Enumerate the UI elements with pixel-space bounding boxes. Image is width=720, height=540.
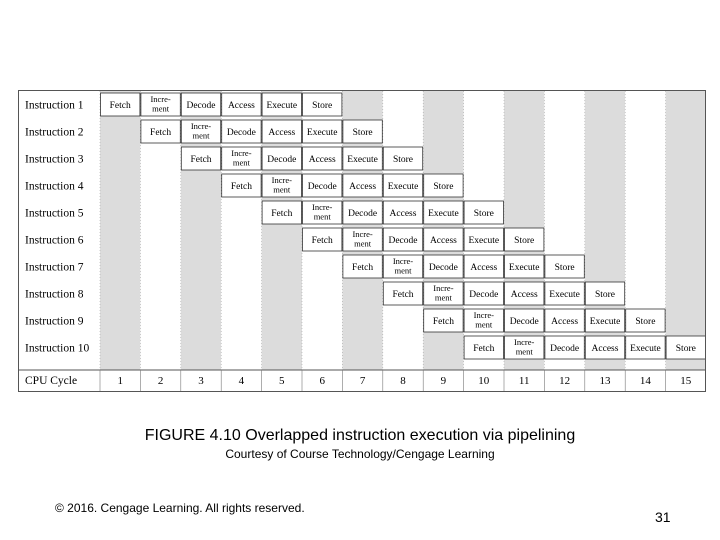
stage-label: Decode [226, 128, 256, 138]
stage-label: Store [352, 128, 373, 138]
stage-label: Store [433, 182, 454, 192]
cycle-number: 15 [680, 375, 692, 387]
stage-label: Decode [307, 182, 337, 192]
stage-label: Incre-ment [190, 121, 212, 141]
instruction-label: Instruction 7 [25, 261, 84, 274]
stage-label: Incre-ment [312, 202, 333, 222]
figure-caption: FIGURE 4.10 Overlapped instruction execution via pipelining [144, 427, 576, 444]
stage-label: Execute [347, 155, 378, 165]
stage-label: Execute [428, 209, 459, 219]
stage-label: Decode [469, 290, 499, 300]
stage-label: Execute [508, 263, 540, 273]
instruction-label: Instruction 2 [25, 126, 84, 139]
stage-label: Store [473, 209, 494, 219]
copyright-notice: © 2016. Cengage Learning. All rights reserved. [55, 501, 305, 515]
stage-label: Incre-ment [231, 148, 252, 168]
cycle-number: 5 [279, 375, 285, 387]
cycle-number: 8 [400, 375, 406, 387]
stage-label: Incre-ment [271, 175, 292, 195]
figure-credit: Courtesy of Course Technology/Cengage Learning [225, 447, 495, 461]
instruction-label: Instruction 3 [25, 153, 84, 166]
stage-label: Access [429, 236, 457, 246]
instruction-label: Instruction 9 [25, 315, 84, 328]
stage-label: Access [389, 209, 417, 219]
stage-label: Fetch [352, 263, 374, 273]
instruction-label: Instruction 8 [25, 288, 84, 301]
stage-label: Fetch [190, 155, 212, 165]
pipeline-figure [18, 90, 706, 392]
instruction-label: Instruction 4 [25, 180, 84, 193]
cycle-axis-label: CPU Cycle [25, 375, 78, 387]
cycle-number: 14 [639, 375, 651, 387]
cycle-number: 7 [359, 375, 366, 387]
stage-label: Fetch [109, 101, 131, 111]
stage-label: Execute [549, 290, 580, 300]
stage-label: Decode [267, 155, 297, 165]
stage-label: Access [470, 263, 498, 273]
cycle-number: 10 [478, 375, 490, 387]
stage-label: Store [312, 101, 333, 111]
stage-label: Fetch [230, 182, 252, 192]
cycle-number: 3 [198, 375, 204, 387]
stage-label: Incre-ment [433, 283, 454, 303]
stage-label: Access [308, 155, 336, 165]
stage-label: Store [554, 263, 575, 273]
stage-label: Decode [186, 101, 216, 111]
stage-label: Fetch [311, 236, 333, 246]
stage-label: Execute [306, 128, 338, 138]
stage-label: Decode [428, 263, 458, 273]
cycle-number: 13 [599, 375, 611, 387]
stage-label: Store [594, 290, 616, 300]
stage-label: Access [591, 344, 619, 354]
pipeline-diagram [19, 91, 705, 391]
stage-label: Execute [266, 101, 298, 111]
cycle-column-bg [100, 91, 140, 370]
stage-label: Incre-ment [473, 310, 494, 330]
stage-label: Store [514, 236, 535, 246]
stage-label: Fetch [473, 344, 495, 354]
stage-label: Access [551, 317, 579, 327]
stage-label: Fetch [271, 209, 293, 219]
stage-label: Store [675, 344, 696, 354]
stage-label: Execute [468, 236, 500, 246]
instruction-label: Instruction 10 [25, 342, 90, 355]
page-number: 31 [655, 509, 671, 525]
stage-label: Incre-ment [514, 337, 535, 357]
stage-label: Access [349, 182, 377, 192]
cycle-number: 2 [157, 375, 164, 387]
stage-label: Store [635, 317, 656, 327]
cycle-number: 12 [559, 375, 571, 387]
stage-label: Access [268, 128, 296, 138]
stage-label: Decode [348, 209, 378, 219]
cycle-number: 4 [238, 375, 245, 387]
cycle-column-bg [666, 91, 705, 370]
cycle-number: 1 [117, 375, 123, 387]
instruction-label: Instruction 1 [25, 99, 84, 112]
stage-label: Decode [388, 236, 418, 246]
stage-label: Incre-ment [392, 256, 414, 276]
stage-label: Execute [630, 344, 661, 354]
stage-label: Fetch [432, 317, 454, 327]
cycle-number: 11 [518, 375, 530, 387]
cycle-number: 6 [319, 375, 325, 387]
stage-label: Incre-ment [150, 94, 171, 114]
stage-label: Access [227, 101, 255, 111]
stage-label: Execute [387, 182, 419, 192]
stage-label: Execute [589, 317, 621, 327]
stage-label: Fetch [392, 290, 414, 300]
stage-label: Incre-ment [352, 229, 373, 249]
stage-label: Fetch [150, 128, 172, 138]
stage-label: Decode [509, 317, 539, 327]
cycle-number: 9 [440, 375, 447, 387]
stage-label: Store [392, 155, 414, 165]
stage-label: Decode [550, 344, 580, 354]
instruction-label: Instruction 6 [25, 234, 84, 247]
stage-label: Access [510, 290, 538, 300]
instruction-label: Instruction 5 [25, 207, 84, 220]
